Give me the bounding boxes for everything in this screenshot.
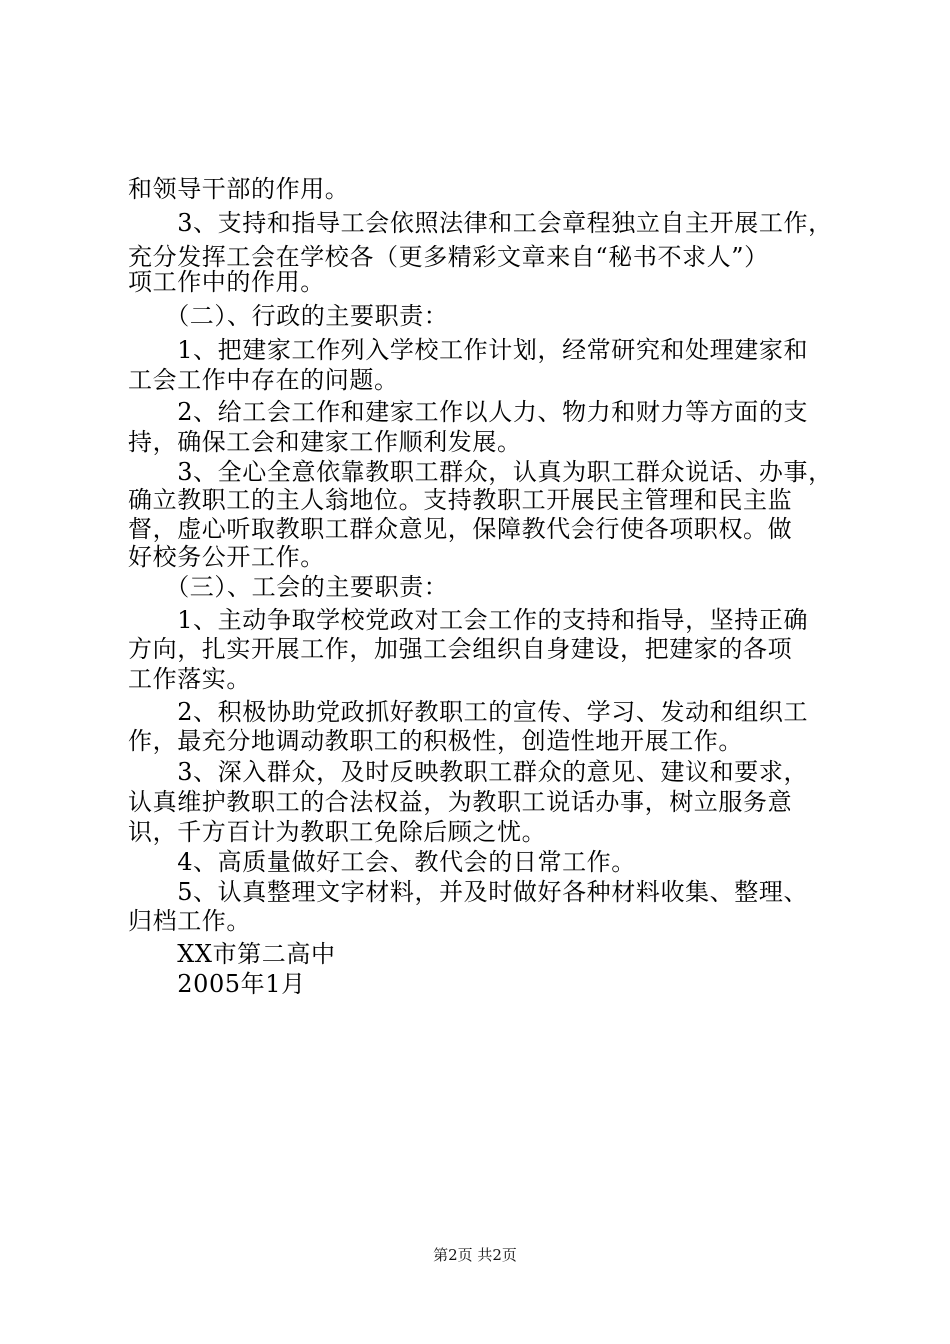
- body-line: 1、把建家工作列入学校工作计划，经常研究和处理建家和: [128, 336, 809, 364]
- body-line: 持，确保工会和建家工作顺利发展。: [128, 428, 522, 456]
- signature-date: 2005年1月: [128, 970, 306, 998]
- body-line: 认真维护教职工的合法权益，为教职工说话办事，树立服务意: [128, 788, 793, 816]
- body-line: 督，虚心听取教职工群众意见，保障教代会行使各项职权。做: [128, 515, 793, 543]
- body-line: 充分发挥工会在学校各（更多精彩文章来自“秘书不求人”）: [128, 243, 769, 271]
- section-heading: （二）、行政的主要职责：: [128, 302, 449, 330]
- body-line: 方向，扎实开展工作，加强工会组织自身建设，把建家的各项: [128, 635, 793, 663]
- body-line: 3、全心全意依靠教职工群众，认真为职工群众说话、办事，: [128, 458, 833, 486]
- body-line: 工会工作中存在的问题。: [128, 366, 399, 394]
- body-line: 和领导干部的作用。: [128, 175, 350, 203]
- body-line: 5、认真整理文字材料，并及时做好各种材料收集、整理、: [128, 878, 809, 906]
- body-line: 2、给工会工作和建家工作以人力、物力和财力等方面的支: [128, 398, 809, 426]
- body-line: 好校务公开工作。: [128, 543, 325, 571]
- body-line: 项工作中的作用。: [128, 268, 325, 296]
- section-heading: （三）、工会的主要职责：: [128, 573, 449, 601]
- page-number: 第2页 共2页: [433, 1246, 517, 1264]
- body-line: 作，最充分地调动教职工的积极性，创造性地开展工作。: [128, 727, 743, 755]
- body-line: 3、深入群众，及时反映教职工群众的意见、建议和要求，: [128, 758, 809, 786]
- body-line: 识，千方百计为教职工免除后顾之忧。: [128, 818, 547, 846]
- body-line: 4、高质量做好工会、教代会的日常工作。: [128, 848, 636, 876]
- body-line: 工作落实。: [128, 665, 251, 693]
- body-line: 3、支持和指导工会依照法律和工会章程独立自主开展工作，: [128, 209, 833, 237]
- body-line: 2、积极协助党政抓好教职工的宣传、学习、发动和组织工: [128, 698, 809, 726]
- body-line: 1、主动争取学校党政对工会工作的支持和指导，坚持正确: [128, 606, 809, 634]
- body-line: 归档工作。: [128, 907, 251, 935]
- signature-organization: XX市第二高中: [128, 940, 336, 968]
- body-line: 确立教职工的主人翁地位。支持教职工开展民主管理和民主监: [128, 486, 793, 514]
